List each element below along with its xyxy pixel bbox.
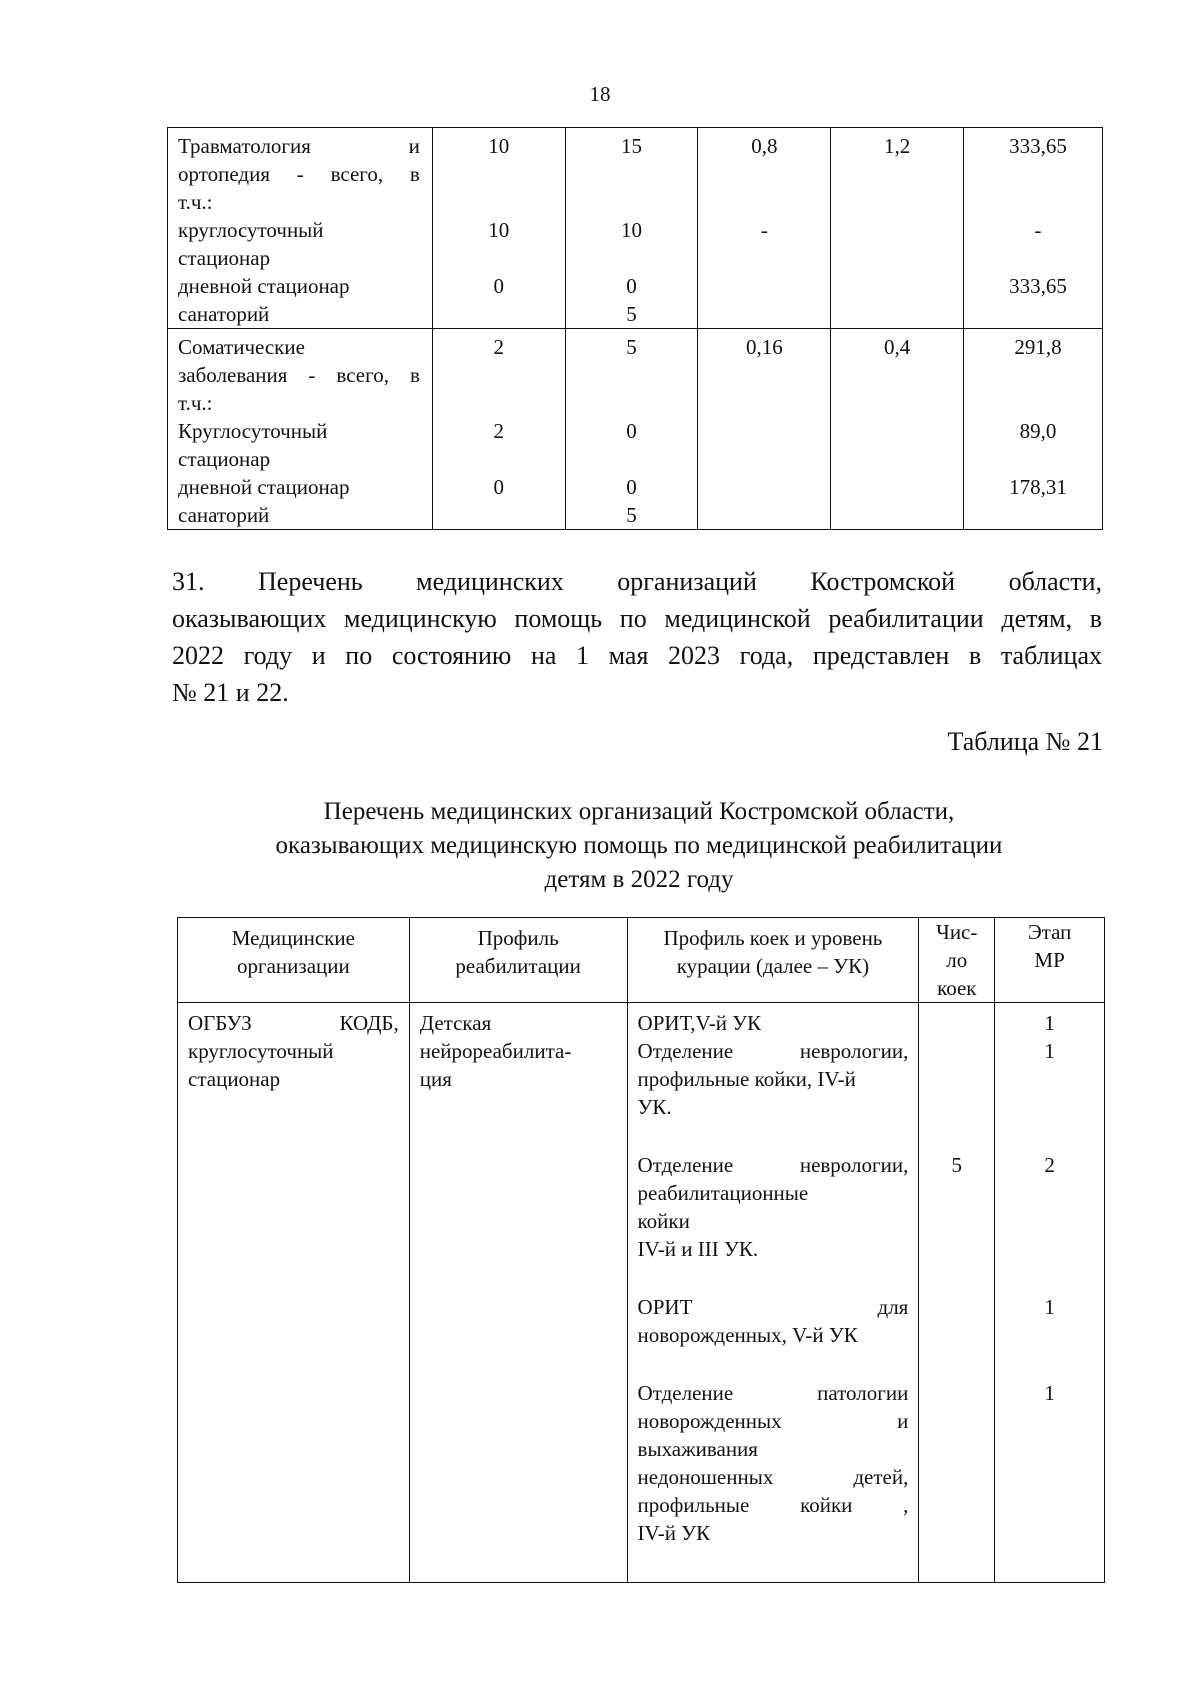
cell-value bbox=[433, 389, 565, 417]
header-line: курации (далее – УК) bbox=[676, 954, 870, 978]
row-label-line: стационар bbox=[178, 447, 271, 471]
cell-value bbox=[831, 216, 963, 244]
cell-value: 10 bbox=[621, 218, 643, 242]
stage-value bbox=[1005, 1407, 1094, 1435]
stage-value bbox=[1005, 1463, 1094, 1491]
cell-value: 0 bbox=[626, 419, 637, 443]
stage-value: 1 bbox=[1044, 1381, 1055, 1405]
cell-value bbox=[698, 272, 830, 300]
row-label-line: т.ч.: bbox=[178, 190, 213, 214]
cell-value bbox=[433, 300, 565, 328]
row-label-line: Соматические bbox=[178, 335, 305, 359]
table-header-row bbox=[178, 918, 1105, 1003]
paragraph-line: 2022 году и по состоянию на 1 мая 2023 года, представлен в таблицах bbox=[172, 641, 1102, 670]
profile-cell bbox=[409, 1003, 627, 1583]
value-cell-3 bbox=[698, 128, 831, 329]
cell-value: 333,65 bbox=[1009, 274, 1067, 298]
cell-value bbox=[974, 445, 1102, 473]
table-caption: Таблица № 21 bbox=[947, 727, 1103, 756]
header-line: МР bbox=[1034, 948, 1065, 972]
beds-profile-line: койки bbox=[637, 1209, 690, 1233]
row-label-line: дневной стационар bbox=[178, 274, 350, 298]
header-rehab-profile bbox=[409, 918, 627, 1003]
cell-value bbox=[974, 160, 1102, 188]
row-label-line: стационар bbox=[178, 246, 271, 270]
cell-value bbox=[566, 160, 698, 188]
stage-value bbox=[1005, 1321, 1094, 1349]
spacer bbox=[929, 1321, 984, 1349]
page-number: 18 bbox=[589, 82, 611, 106]
bed-count-cell bbox=[919, 1003, 995, 1583]
value-cell-5 bbox=[964, 128, 1103, 329]
header-line: реабилитации bbox=[455, 954, 581, 978]
cell-value bbox=[831, 501, 963, 529]
row-label-line: Травматология и bbox=[178, 134, 420, 158]
spacer bbox=[929, 1519, 984, 1547]
spacer bbox=[929, 1293, 984, 1321]
beds-profile-line: ОРИТ для bbox=[637, 1295, 909, 1319]
profile-line: ция bbox=[419, 1067, 452, 1091]
row-label-line: санаторий bbox=[178, 503, 270, 527]
beds-profile-line: IV-й и III УК. bbox=[637, 1237, 759, 1261]
value-cell-5 bbox=[964, 329, 1103, 530]
cell-value bbox=[566, 188, 698, 216]
stage-value: 2 bbox=[1044, 1153, 1055, 1177]
org-line: круглосуточный bbox=[188, 1039, 334, 1063]
table-row bbox=[168, 329, 1103, 530]
beds-profile-line: профильные койки, IV-й bbox=[637, 1067, 856, 1091]
row-label-cell bbox=[168, 329, 433, 530]
cell-value: 1,2 bbox=[884, 134, 911, 158]
row-label-line: заболевания - всего, в bbox=[178, 363, 420, 387]
header-line: Профиль коек и уровень bbox=[663, 926, 883, 950]
value-cell-1 bbox=[432, 329, 565, 530]
organizations-table bbox=[177, 917, 1105, 1583]
table-title bbox=[0, 795, 1200, 897]
stage-value: 1 bbox=[1044, 1011, 1055, 1035]
stage-value: 1 bbox=[1044, 1295, 1055, 1319]
stage-value bbox=[1005, 1519, 1094, 1547]
row-label-line: Круглосуточный bbox=[178, 419, 328, 443]
beds-profile-line: УК. bbox=[637, 1095, 672, 1119]
beds-profile-line: реабилитационные bbox=[637, 1181, 809, 1205]
spacer bbox=[929, 1435, 984, 1463]
table-row bbox=[168, 128, 1103, 329]
cell-value bbox=[974, 244, 1102, 272]
cell-value bbox=[433, 445, 565, 473]
stage-value bbox=[1005, 1235, 1094, 1263]
spacer bbox=[929, 1207, 984, 1235]
paragraph-31 bbox=[172, 563, 1102, 711]
beds-profile-line: ОРИТ,V-й УК bbox=[637, 1011, 762, 1035]
spacer bbox=[929, 1093, 984, 1121]
spacer bbox=[929, 1463, 984, 1491]
title-line: детям в 2022 году bbox=[544, 866, 734, 893]
beds-profile-line: Отделение патологии bbox=[637, 1381, 909, 1405]
cell-value bbox=[566, 244, 698, 272]
cell-value bbox=[831, 473, 963, 501]
paragraph-line: № 21 и 22. bbox=[172, 678, 289, 707]
cell-value: 0,16 bbox=[745, 335, 783, 359]
cell-value bbox=[698, 160, 830, 188]
org-line: ОГБУЗ КОДБ, bbox=[188, 1011, 399, 1035]
header-line: Медицинские bbox=[231, 926, 355, 950]
cell-value bbox=[974, 300, 1102, 328]
cell-value: 2 bbox=[493, 419, 504, 443]
stage-value bbox=[1005, 1179, 1094, 1207]
beds-profile-line: профильные койки , bbox=[637, 1493, 909, 1517]
cell-value bbox=[974, 188, 1102, 216]
header-line: Профиль bbox=[477, 926, 559, 950]
cell-value bbox=[698, 361, 830, 389]
header-line: ло bbox=[946, 948, 968, 972]
cell-value: 0 bbox=[626, 475, 637, 499]
row-label-line: т.ч.: bbox=[178, 391, 213, 415]
stage-value bbox=[1005, 1065, 1094, 1093]
cell-value: 0 bbox=[493, 274, 504, 298]
title-line: оказывающих медицинскую помощь по медицинской реабилитации bbox=[275, 832, 1003, 859]
cell-value: 0,8 bbox=[751, 134, 778, 158]
value-cell-2 bbox=[565, 128, 698, 329]
cell-value: 0,4 bbox=[884, 335, 911, 359]
stage-value bbox=[1005, 1491, 1094, 1519]
beds-profile-cell bbox=[627, 1003, 919, 1583]
spacer bbox=[929, 1491, 984, 1519]
cell-value bbox=[566, 445, 698, 473]
row-label-cell bbox=[168, 128, 433, 329]
spacer bbox=[929, 1037, 984, 1065]
beds-profile-line: недоношенных детей, bbox=[637, 1465, 909, 1489]
cell-value bbox=[974, 501, 1102, 529]
cell-value: 10 bbox=[488, 218, 510, 242]
row-label-line: круглосуточный bbox=[178, 218, 324, 242]
cell-value bbox=[698, 417, 830, 445]
header-line: Чис- bbox=[936, 920, 978, 944]
cell-value: 2 bbox=[493, 335, 504, 359]
spacer bbox=[929, 1179, 984, 1207]
cell-value: 333,65 bbox=[1009, 134, 1067, 158]
cell-value: 15 bbox=[621, 134, 643, 158]
title-line: Перечень медицинских организаций Костромской области, bbox=[323, 798, 955, 825]
cell-value bbox=[831, 272, 963, 300]
cell-value bbox=[974, 361, 1102, 389]
profile-line: нейрореабилита- bbox=[419, 1039, 572, 1063]
cell-value: 10 bbox=[488, 134, 510, 158]
stage-value: 1 bbox=[1044, 1039, 1055, 1063]
cell-value bbox=[433, 244, 565, 272]
header-line: Этап bbox=[1027, 920, 1072, 944]
cell-value bbox=[831, 445, 963, 473]
value-cell-1 bbox=[432, 128, 565, 329]
cell-value bbox=[433, 501, 565, 529]
row-label-line: дневной стационар bbox=[178, 475, 350, 499]
cell-value: 0 bbox=[493, 475, 504, 499]
cell-value bbox=[698, 300, 830, 328]
header-bed-count bbox=[919, 918, 995, 1003]
cell-value bbox=[698, 445, 830, 473]
cell-value bbox=[831, 160, 963, 188]
cell-value bbox=[698, 389, 830, 417]
stage-value bbox=[1005, 1207, 1094, 1235]
spacer bbox=[929, 1065, 984, 1093]
beds-profile-line: новорожденных и bbox=[637, 1409, 909, 1433]
header-line: организации bbox=[236, 954, 350, 978]
cell-value bbox=[698, 501, 830, 529]
bed-count-value: 5 bbox=[951, 1153, 963, 1177]
cell-value bbox=[433, 361, 565, 389]
stage-cell bbox=[995, 1003, 1105, 1583]
beds-profile-line: новорожденных, V-й УК bbox=[637, 1323, 858, 1347]
paragraph-line: 31. Перечень медицинских организаций Костромской области, bbox=[172, 567, 1102, 596]
value-cell-2 bbox=[565, 329, 698, 530]
beds-profile-line: IV-й УК bbox=[637, 1521, 711, 1545]
cell-value bbox=[698, 473, 830, 501]
cell-value bbox=[566, 361, 698, 389]
cell-value bbox=[974, 389, 1102, 417]
beds-profile-line: Отделение неврологии, bbox=[637, 1039, 909, 1063]
cell-value bbox=[433, 160, 565, 188]
cell-value: 178,31 bbox=[1009, 475, 1067, 499]
spacer bbox=[929, 1407, 984, 1435]
beds-profile-line: Отделение неврологии, bbox=[637, 1153, 909, 1177]
cell-value: 5 bbox=[626, 302, 637, 326]
value-cell-4 bbox=[831, 329, 964, 530]
cell-value bbox=[433, 188, 565, 216]
header-line: коек bbox=[937, 976, 977, 1000]
cell-value: 0 bbox=[626, 274, 637, 298]
org-line: стационар bbox=[188, 1067, 281, 1091]
cell-value bbox=[698, 244, 830, 272]
profile-line: Детская bbox=[419, 1011, 492, 1035]
cell-value: 5 bbox=[626, 335, 637, 359]
cell-value bbox=[831, 361, 963, 389]
spacer bbox=[929, 1235, 984, 1263]
cell-value bbox=[831, 300, 963, 328]
statistics-table bbox=[167, 127, 1103, 530]
value-cell-3 bbox=[698, 329, 831, 530]
stage-value bbox=[1005, 1435, 1094, 1463]
cell-value: 5 bbox=[626, 503, 637, 527]
cell-value: 291,8 bbox=[1014, 335, 1062, 359]
spacer bbox=[929, 1009, 984, 1037]
header-beds-profile bbox=[627, 918, 919, 1003]
beds-profile-line: выхаживания bbox=[637, 1437, 758, 1461]
cell-value bbox=[831, 188, 963, 216]
cell-value bbox=[698, 188, 830, 216]
cell-value bbox=[566, 389, 698, 417]
header-stage bbox=[995, 918, 1105, 1003]
cell-value: 89,0 bbox=[1019, 419, 1057, 443]
cell-value bbox=[831, 417, 963, 445]
cell-value: - bbox=[760, 218, 768, 242]
cell-value: - bbox=[1034, 218, 1042, 242]
row-label-line: ортопедия - всего, в bbox=[178, 162, 420, 186]
row-label-line: санаторий bbox=[178, 302, 270, 326]
cell-value bbox=[831, 389, 963, 417]
org-cell bbox=[178, 1003, 410, 1583]
table-row bbox=[178, 1003, 1105, 1583]
paragraph-line: оказывающих медицинскую помощь по медицинской реабилитации детям, в bbox=[172, 604, 1102, 633]
value-cell-4 bbox=[831, 128, 964, 329]
spacer bbox=[929, 1379, 984, 1407]
header-organizations bbox=[178, 918, 410, 1003]
cell-value bbox=[831, 244, 963, 272]
stage-value bbox=[1005, 1093, 1094, 1121]
